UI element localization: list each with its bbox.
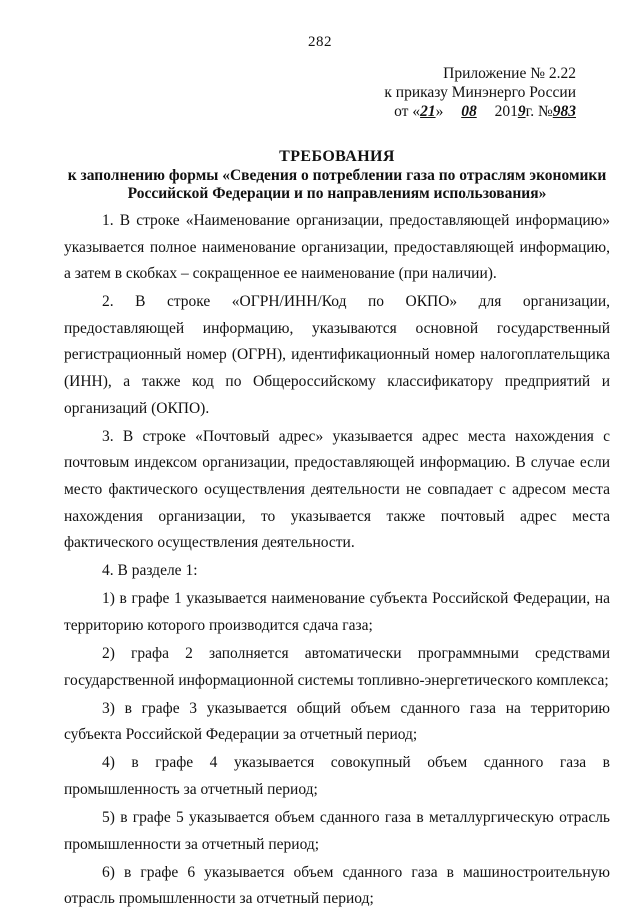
list-item-5: 5) в графе 5 указывается объем сданного газа в металлургическую отрасль промышленности за отчетный период;	[64, 809, 610, 853]
appendix-order-ref: к приказу Минэнерго России	[384, 84, 576, 101]
appendix-title: Приложение № 2.22	[443, 65, 576, 82]
heading-title: ТРЕБОВАНИЯ	[279, 148, 395, 165]
document-body	[64, 208, 610, 913]
heading-line-1: к заполнению формы «Сведения о потреблении газа по отраслям экономики	[67, 166, 607, 184]
list-item-3: 3) в графе 3 указывается общий объем сданного газа на территорию субъекта Российской Федерации за отчетный период;	[64, 699, 610, 744]
document-heading	[62, 148, 612, 204]
page-number: 282	[308, 34, 332, 50]
list-item-6: 6) в графе 6 указывается объем сданного газа в машиностроительную отрасль промышленности за отчетный период;	[64, 863, 610, 908]
date-sep: »	[435, 103, 448, 120]
heading-line-2: Российской Федерации и по направлениям использования»	[127, 185, 547, 202]
paragraph-4: 4. В разделе 1:	[102, 562, 198, 580]
list-item-1: 1) в графе 1 указывается наименование субъекта Российской Федерации, на территорию которого производится сдача газа;	[64, 590, 610, 634]
date-month: 08	[461, 103, 477, 120]
date-year-digit: 9	[517, 103, 526, 120]
date-prefix: от «	[394, 103, 421, 120]
appendix-date-line	[326, 102, 576, 121]
list-item-2: 2) графа 2 заполняется автоматически программными средствами государственной информационной системы топливно-энергетического комплекса;	[64, 645, 610, 689]
date-year-prefix: 201	[490, 103, 518, 120]
paragraph-3: 3. В строке «Почтовый адрес» указывается адрес места нахождения с почтовым индексом организации, предоставляющей информацию. В случае если место фактического осуществления деятельности не совпадает с адресом места нахождения организации, то указывается также почтовый адрес места фактического осуществления деятельности.	[64, 427, 610, 552]
date-day: 21	[420, 103, 436, 120]
paragraph-2: 2. В строке «ОГРН/ИНН/Код по ОКПО» для организации, предоставляющей информацию, указываются основной государственный регистрационный номер (ОГРН), идентификационный номер налогоплательщика (ИНН), а также код по Общероссийскому классификатору предприятий и организаций (ОКПО).	[64, 293, 610, 417]
list-item-4: 4) в графе 4 указывается совокупный объем сданного газа в промышленность за отчетный период;	[64, 754, 610, 798]
order-number: 983	[552, 103, 576, 120]
appendix-block	[326, 64, 576, 121]
date-year-suffix: г. №	[525, 103, 553, 120]
paragraph-1: 1. В строке «Наименование организации, предоставляющей информацию» указывается полное наименование организации, предоставляющей информацию, а затем в скобках – сокращенное ее наименование (при наличии).	[64, 212, 610, 283]
